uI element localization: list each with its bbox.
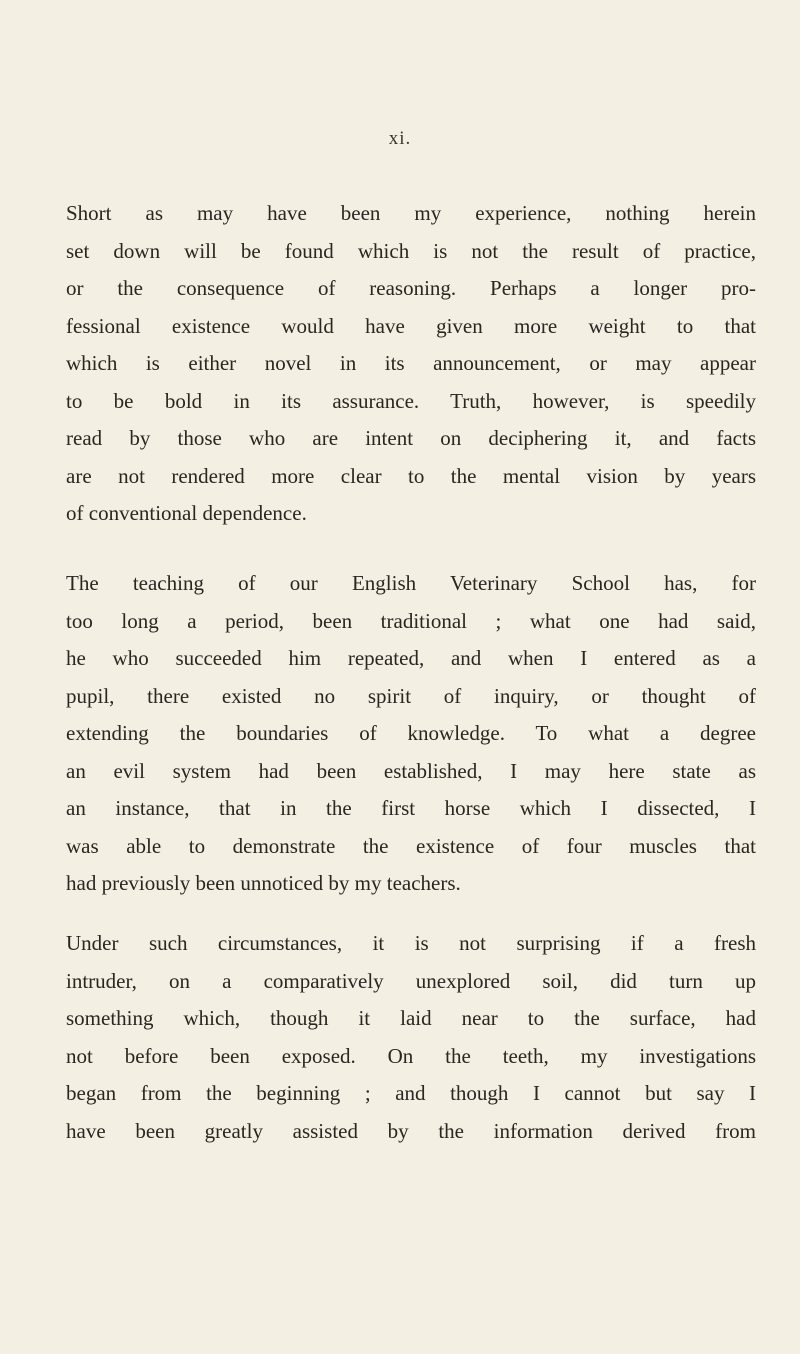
paragraph-2 (66, 565, 756, 903)
text-line: of conventional dependence. (66, 501, 307, 525)
text-line: are not rendered more clear to the mental vision by years (66, 463, 756, 488)
text-line: or the consequence of reasoning. Perhaps a longer pro- (66, 276, 756, 300)
text-line: an instance, that in the first horse which I dissected, I (66, 796, 756, 820)
paragraph-3 (66, 925, 756, 1150)
text-line: Short as may have been my experience, nothing herein (66, 201, 756, 225)
text-line: an evil system had been established, I may here state as (66, 758, 756, 783)
text-line: to be bold in its assurance. Truth, however, is speedily (66, 388, 756, 413)
text-line: set down will be found which is not the result of practice, (66, 238, 756, 263)
text-line: Under such circumstances, it is not surprising if a fresh (66, 931, 756, 955)
text-line: have been greatly assisted by the information derived from (66, 1118, 756, 1143)
text-line: intruder, on a comparatively unexplored soil, did turn up (66, 968, 756, 993)
paragraph-1 (66, 195, 756, 533)
text-line: pupil, there existed no spirit of inquiry, or thought of (66, 683, 756, 708)
text-line: which is either novel in its announcement, or may appear (66, 351, 756, 375)
text-line: had previously been unnoticed by my teachers. (66, 871, 461, 895)
text-line: began from the beginning ; and though I cannot but say I (66, 1081, 756, 1105)
text-line: extending the boundaries of knowledge. To what a degree (66, 721, 756, 745)
text-line: The teaching of our English Veterinary School has, for (66, 571, 756, 595)
text-line: read by those who are intent on deciphering it, and facts (66, 426, 756, 450)
page-number: xi. (388, 128, 412, 149)
text-line: not before been exposed. On the teeth, my investigations (66, 1043, 756, 1068)
text-line: was able to demonstrate the existence of four muscles that (66, 833, 756, 858)
text-line: too long a period, been traditional ; what one had said, (66, 608, 756, 633)
text-line: fessional existence would have given more weight to that (66, 313, 756, 338)
text-line: something which, though it laid near to the surface, had (66, 1006, 756, 1030)
text-line: he who succeeded him repeated, and when I entered as a (66, 646, 756, 670)
